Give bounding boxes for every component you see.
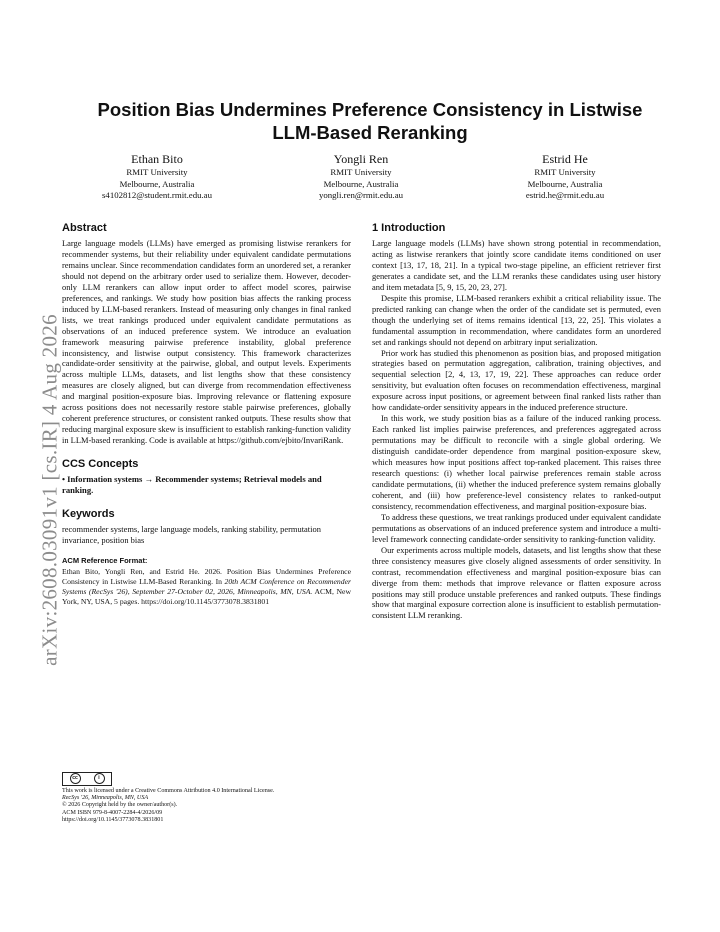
cc-icon: cc bbox=[70, 773, 81, 784]
reference-venue: 20th ACM Conference on Recommender Systems (RecSys '26), September 27-October 02, 2026, Minneapolis, MN, USA. bbox=[62, 577, 351, 597]
author-email: estrid.he@rmit.edu.au bbox=[525, 190, 605, 200]
intro-paragraph: Our experiments across multiple models, datasets, and list lengths show that these three consistency measures give closely aligned assessments of order sensitivity. In contrast, recommendation effectiveness and marginal position-exposure bias can diverge from them: methods that improve relevance or flatten exposure across positions may still produce unstable preferences and ranked outputs. These findings show that marginal exposure correction alone is insufficient to establish permutation-consistent LLM reranking. bbox=[372, 544, 661, 621]
author-block bbox=[62, 152, 660, 202]
author-email: s4102812@student.rmit.edu.au bbox=[102, 190, 212, 200]
cc-by-badge bbox=[62, 772, 112, 786]
author-affiliation: RMIT University bbox=[126, 167, 188, 177]
author-location: Melbourne, Australia bbox=[527, 178, 603, 189]
reference-tail: ACM, New York, NY, USA, 5 pages. https://doi.org/10.1145/3773078.3831801 bbox=[62, 587, 351, 607]
license-block bbox=[62, 766, 351, 825]
license-statement: This work is licensed under a Creative Commons Attribution 4.0 International License. bbox=[62, 787, 275, 794]
paper-title: Position Bias Undermines Preference Consistency in Listwise LLM-Based Reranking bbox=[97, 99, 643, 143]
right-column bbox=[372, 221, 661, 621]
reference-format-text bbox=[62, 567, 351, 607]
intro-paragraph: Large language models (LLMs) have shown strong potential in recommendation, acting as listwise rerankers that jointly score candidate items conditioned on user context [13, 17, 18, 21]. In a typical two-stage pipeline, an efficient retriever first generates a candidate set, and the LLM reranks these candidates using user history and item metadata [5, 9, 15, 20, 23, 27]. bbox=[372, 238, 661, 292]
intro-paragraph: To address these questions, we treat rankings produced under equivalent candidate permutations as observations of an induced preference system and introduce a multi-level framework connecting candidate-order sensitivity to ranking-function validity. bbox=[372, 511, 661, 544]
license-venue: RecSys '26, Minneapolis, MN, USA bbox=[62, 794, 149, 801]
keywords-text: recommender systems, large language models, ranking stability, permutation invariance, position bias bbox=[62, 524, 321, 546]
author-name: Estrid He bbox=[542, 152, 588, 166]
license-doi: https://doi.org/10.1145/3773078.3831801 bbox=[62, 817, 164, 824]
intro-paragraph: Despite this promise, LLM-based rerankers exhibit a critical reliability issue. The predicted ranking can change when the order of the candidate set is permuted, even though the underlying set of items remains identical [13, 22, 25]. This violates a fundamental assumption in recommendation, where candidates form an unordered set and rankings should not depend on arbitrary input serialization. bbox=[372, 292, 661, 347]
ccs-heading: CCS Concepts bbox=[62, 458, 139, 471]
reference-plain: Ethan Bito, Yongli Ren, and Estrid He. 2026. Position Bias Undermines Preference Consistency in Listwise LLM-Based Reranking. In bbox=[62, 567, 351, 587]
abstract-text: Large language models (LLMs) have emerged as promising listwise rerankers for recommender systems, but their reliability under equivalent candidate permutations remains unclear. Since recommendation candidates form an unordered set, a reranker should not depend on the arbitrary order used to serialize them. However, decoder-only LLM rerankers can allow input order to affect model scores, pairwise preferences, and rankings. We study how position bias affects the ranking process induced by LLM-based rerankers. Instead of measuring only changes in final ranked lists, we treat rankings produced under equivalent candidate permutations as observations of an induced preference system. We introduce an evaluation framework measuring pairwise preference instability, global preference inconsistency, and listwise output consistency. This framework characterizes candidate-order sensitivity at the pairwise, global, and output levels. Experiments across multiple LLMs, datasets, and list lengths show that these consistency measures are closely aligned, but can diverge from recommendation effectiveness and marginal position-exposure bias. Improving relevance or flattening exposure across positions does not necessarily restore stable pairwise preferences, globally coherent preference structures, or consistent ranked outputs. These results show that reducing marginal exposure skew is insufficient to establish ranking-function validity in LLM-based reranking. Code is available at https://github.com/ejbito/InvariRank. bbox=[62, 238, 351, 446]
intro-paragraph: Prior work has studied this phenomenon as position bias, and proposed mitigation strategies based on permutation aggregation, calibration, training objectives, and sequential selection [2, 4, 13, 17, 19, 22]. These approaches can reduce order sensitivity, but evaluation often focuses on recommendation effectiveness, marginal exposure across input positions, or agreement between final ranked lists rather than how candidate-order sensitivity appears in the induced preference structure. bbox=[372, 347, 661, 413]
left-column bbox=[62, 221, 351, 607]
author-2 bbox=[266, 152, 456, 202]
attribution-icon: i bbox=[94, 773, 105, 784]
intro-paragraph: In this work, we study position bias as a failure of the induced ranking process. Each ranked list implies pairwise preferences, and preferences aggregated across permutations may be difficult to reconcile with a single global ordering. We distinguish candidate-order dependence from marginal position-exposure skew, which measures how input positions affect top-ranked placement. This raises three research questions: (i) whether local pairwise preferences remain stable across candidate permutations, (ii) whether the induced preference system remains globally coherent, and (iii) how preference-level consistency relates to ranked-output consistency, recommendation effectiveness, and marginal position-exposure bias. bbox=[372, 413, 661, 511]
license-isbn: ACM ISBN 979-8-4007-2284-4/2026/09 bbox=[62, 809, 163, 816]
abstract-heading: Abstract bbox=[62, 222, 107, 234]
author-name: Yongli Ren bbox=[333, 152, 389, 166]
introduction-heading: 1 Introduction bbox=[372, 222, 446, 234]
author-3 bbox=[470, 152, 660, 202]
author-affiliation: RMIT University bbox=[534, 167, 596, 177]
author-1 bbox=[62, 152, 252, 202]
author-email: yongli.ren@rmit.edu.au bbox=[318, 190, 404, 200]
ccs-concepts: • Information systems → Recommender systems; Retrieval models and ranking. bbox=[62, 474, 322, 496]
keywords-heading: Keywords bbox=[62, 508, 115, 521]
license-copyright: © 2026 Copyright held by the owner/author(s). bbox=[62, 802, 178, 809]
author-name: Ethan Bito bbox=[131, 152, 183, 166]
reference-format-heading: ACM Reference Format: bbox=[62, 556, 148, 566]
author-location: Melbourne, Australia bbox=[119, 178, 195, 189]
arxiv-side-identifier: arXiv:2608.03091v1 [cs.IR] 4 Aug 2026 bbox=[37, 314, 62, 666]
author-affiliation: RMIT University bbox=[330, 167, 392, 177]
author-location: Melbourne, Australia bbox=[323, 178, 399, 189]
